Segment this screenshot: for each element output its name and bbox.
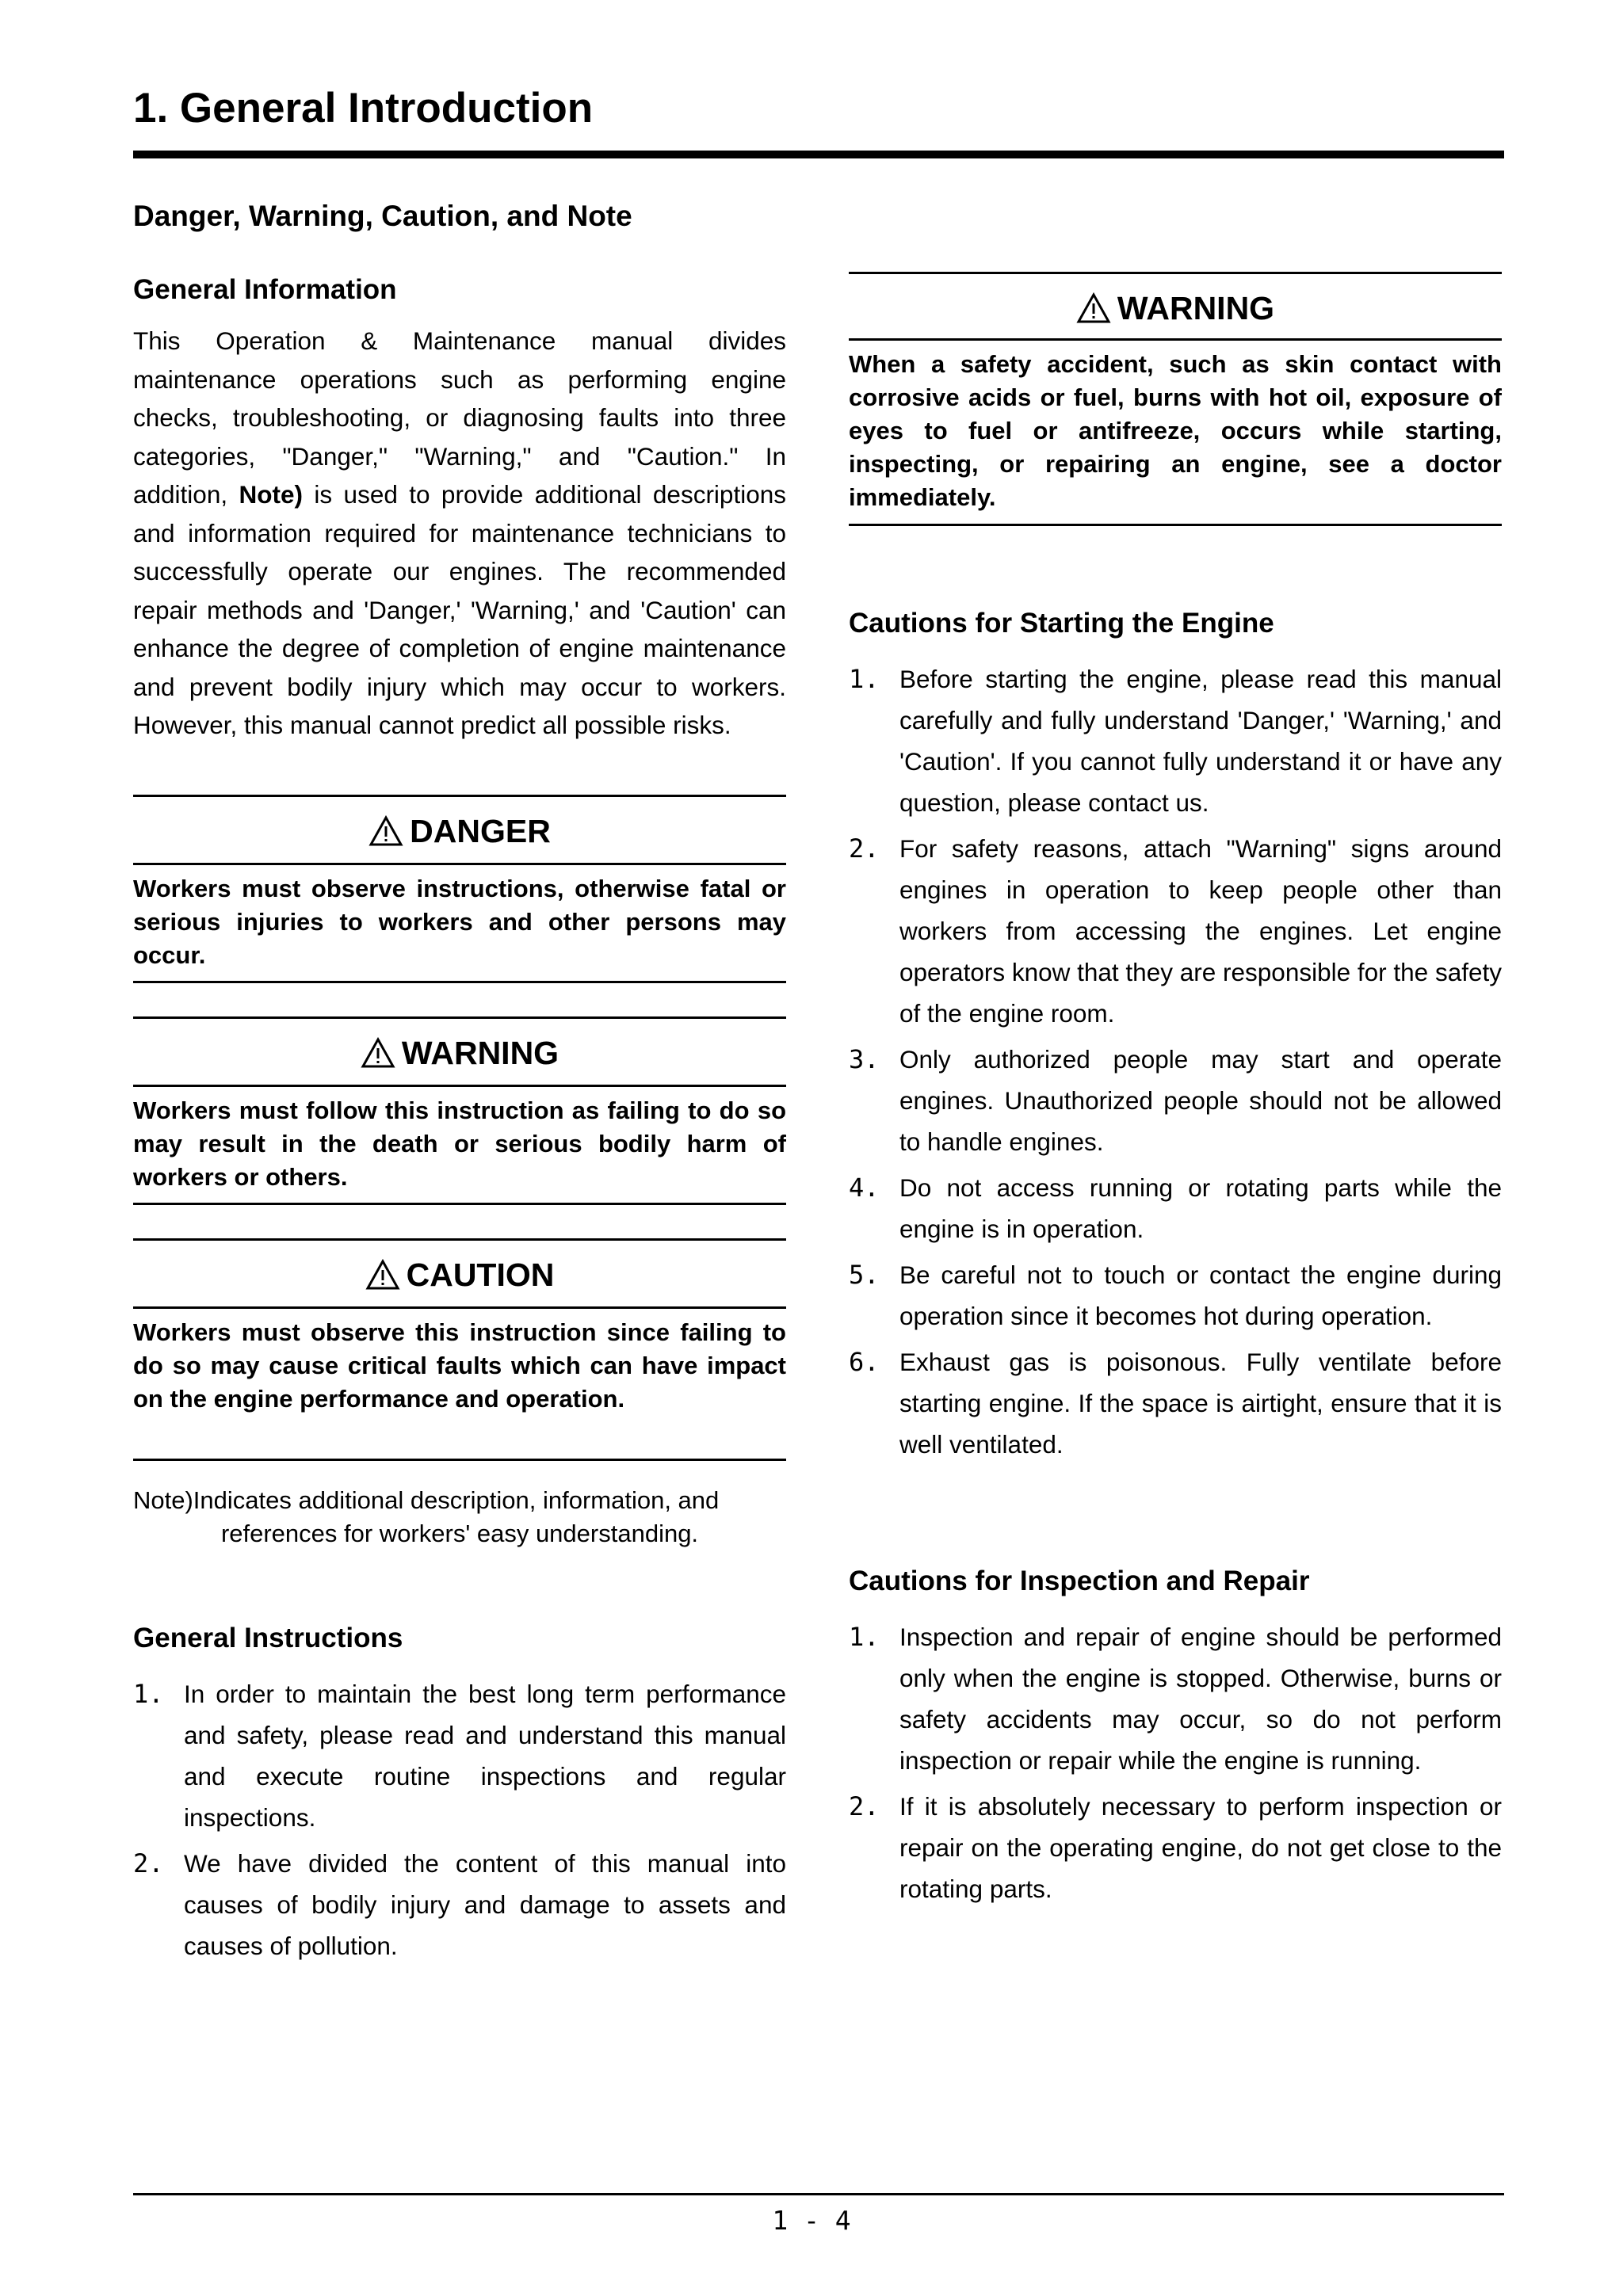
warning-triangle-icon	[361, 1037, 395, 1069]
inspection-cautions-list	[849, 1616, 1502, 1914]
caution-text: Workers must observe this instruction since failing to do so may cause critical faults which can have impact on the engine performance and operation.	[133, 1318, 786, 1413]
chapter-title: 1. General Introduction	[133, 85, 594, 132]
list-item	[133, 1843, 786, 1966]
list-item-number: 1.	[849, 664, 880, 694]
section-title: Danger, Warning, Caution, and Note	[133, 200, 632, 232]
list-item	[849, 828, 1502, 1034]
list-item-number: 5.	[849, 1260, 880, 1290]
general-information-text	[133, 322, 786, 745]
warning-box-mid-rule	[133, 1085, 786, 1087]
general-instructions-list	[133, 1673, 786, 1971]
danger-label: DANGER	[410, 813, 551, 849]
list-item	[849, 1254, 1502, 1337]
list-item-text: Be careful not to touch or contact the engine during operation since it becomes hot during operation.	[899, 1261, 1502, 1330]
list-item-number: 4.	[849, 1173, 880, 1203]
list-item	[849, 1039, 1502, 1162]
list-item-text: If it is absolutely necessary to perform inspection or repair on the operating engine, do not get close to the rotating parts.	[899, 1792, 1502, 1903]
general-instructions-heading: General Instructions	[133, 1623, 403, 1653]
general-information-text-a: This Operation & Maintenance manual divides maintenance operations such as performing engine checks, troubleshooting, or diagnosing faults into three categories, "Danger," "Warning," and "Caution." In addition,	[133, 326, 786, 509]
danger-box-top-rule	[133, 795, 786, 797]
inspection-cautions-heading: Cautions for Inspection and Repair	[849, 1566, 1310, 1596]
list-item	[849, 1167, 1502, 1249]
list-item-text: Only authorized people may start and operate engines. Unauthorized people should not be allowed to handle engines.	[899, 1045, 1502, 1156]
warning-right-header	[849, 288, 1502, 329]
list-item	[849, 658, 1502, 823]
list-item-number: 3.	[849, 1044, 880, 1074]
list-item-number: 2.	[133, 1848, 164, 1878]
starting-cautions-list	[849, 658, 1502, 1470]
warning-triangle-icon	[1076, 292, 1111, 324]
warning-triangle-icon	[369, 815, 403, 847]
general-information-text-b: is used to provide additional descriptions and information required for maintenance technicians to successfully operate our engines. The recommended repair methods and 'Danger,' 'Warning,' and 'Caution' can enhance the degree of completion of engine maintenance and prevent bodily injury which may occur to workers. However, this manual cannot predict all possible risks.	[133, 480, 786, 739]
warning-box-top-rule	[133, 1016, 786, 1019]
danger-header	[133, 810, 786, 852]
list-item-text: Do not access running or rotating parts while the engine is in operation.	[899, 1173, 1502, 1243]
note-line-1: Note)Indicates additional description, information, and	[133, 1486, 720, 1514]
general-information-heading: General Information	[133, 274, 397, 305]
chapter-title-rule	[133, 151, 1504, 158]
note-keyword: Note)	[239, 480, 303, 509]
list-item-text: Exhaust gas is poisonous. Fully ventilate before starting engine. If the space is airtight, ensure that it is well ventilated.	[899, 1348, 1502, 1459]
caution-box-top-rule	[133, 1238, 786, 1241]
warning-right-top-rule	[849, 272, 1502, 274]
list-item-text: In order to maintain the best long term performance and safety, please read and understand this manual and execute routine inspections and regular inspections.	[184, 1680, 786, 1832]
list-item-text: For safety reasons, attach "Warning" signs around engines in operation to keep people other than workers from accessing the engines. Let engine operators know that they are responsible for the safety of the engine room.	[899, 834, 1502, 1028]
caution-header	[133, 1254, 786, 1295]
list-item-number: 2.	[849, 1791, 880, 1821]
caution-box-bottom-rule	[133, 1459, 786, 1461]
caution-box-mid-rule	[133, 1306, 786, 1309]
warning-label: WARNING	[401, 1035, 559, 1071]
list-item	[849, 1786, 1502, 1909]
page-number: 1 - 4	[772, 2205, 851, 2236]
list-item-text: Before starting the engine, please read this manual carefully and fully understand 'Danger,' 'Warning,' and 'Caution'. If you cannot fully understand it or have any question, please contact us.	[899, 665, 1502, 817]
starting-cautions-heading: Cautions for Starting the Engine	[849, 608, 1274, 639]
note-line-2: references for workers' easy understanding.	[220, 1520, 699, 1547]
warning-header	[133, 1032, 786, 1074]
warning-triangle-icon	[365, 1259, 400, 1291]
list-item-number: 6.	[849, 1347, 880, 1377]
list-item-number: 1.	[849, 1622, 880, 1652]
warning-right-bottom-rule	[849, 524, 1502, 526]
danger-box-mid-rule	[133, 863, 786, 865]
list-item-number: 2.	[849, 833, 880, 864]
list-item-text: We have divided the content of this manual into causes of bodily injury and damage to assets and causes of pollution.	[184, 1849, 786, 1960]
danger-text: Workers must observe instructions, otherwise fatal or serious injuries to workers and other persons may occur.	[133, 875, 786, 969]
list-item	[849, 1341, 1502, 1465]
list-item	[849, 1616, 1502, 1781]
danger-box-bottom-rule	[133, 981, 786, 983]
warning-right-mid-rule	[849, 338, 1502, 341]
list-item	[133, 1673, 786, 1838]
list-item-text: Inspection and repair of engine should be performed only when the engine is stopped. Otherwise, burns or safety accidents may occur, so do not perform inspection or repair while the engine is running.	[899, 1623, 1502, 1775]
warning-text: Workers must follow this instruction as failing to do so may result in the death or serious bodily harm of workers or others.	[133, 1097, 786, 1191]
note	[133, 1484, 786, 1550]
warning-right-label: WARNING	[1117, 290, 1275, 326]
warning-right-text: When a safety accident, such as skin contact with corrosive acids or fuel, burns with hot oil, exposure of eyes to fuel or antifreeze, occurs while starting, inspecting, or repairing an engine, see a doctor immediately.	[849, 350, 1502, 511]
warning-box-bottom-rule	[133, 1203, 786, 1205]
footer-rule	[133, 2193, 1504, 2195]
list-item-number: 1.	[133, 1679, 164, 1709]
caution-label: CAUTION	[406, 1257, 555, 1293]
